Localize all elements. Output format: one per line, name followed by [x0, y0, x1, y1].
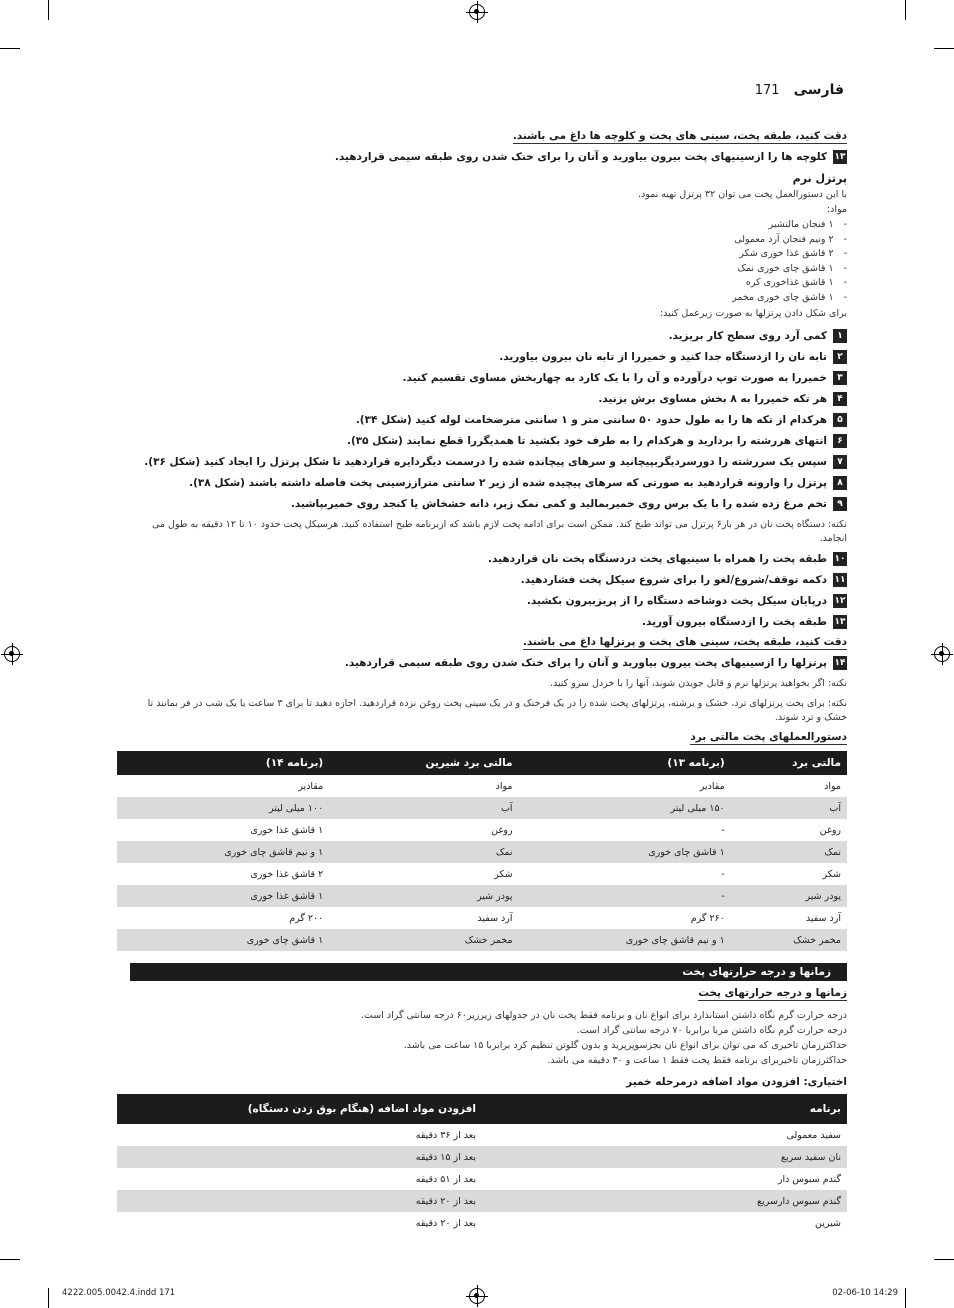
- step-number: ۱: [833, 329, 847, 343]
- table-cell: ۱ قاشق چای خوری: [117, 929, 329, 951]
- table-cell: بعد از ۳۶ دقیقه: [415, 1129, 476, 1141]
- step-text: هرکدام از تکه ها را به طول حدود ۵۰ سانتی متر و ۱ سانتی مترضخامت لوله کنید (شکل ۳۴).: [355, 414, 827, 426]
- table-cell: روغن: [819, 824, 841, 836]
- table-cell: مواد: [495, 780, 513, 792]
- step-text: کلوچه ها را ازسینیهای پخت بیرون بیاورید و آنان را برای خنک شدن روی طبقه سیمی قراردهید.: [334, 151, 827, 163]
- page-header: [755, 82, 844, 98]
- column-header: مالتی برد: [731, 751, 847, 775]
- step-item: [130, 371, 847, 385]
- times-line: درجه حرارت گرم نگاه داشتن استاندارد برای انواع نان و برنامه فقط پخت نان در جدولهای زیرزیر۶۰ درجه سانتی گراد است.: [360, 1010, 847, 1021]
- table-header-row: [117, 751, 847, 775]
- step-item: [130, 615, 847, 629]
- step-text: هر تکه خمیررا به ۸ بخش مساوی برش بزنید.: [598, 393, 827, 405]
- crop-mark: [48, 1288, 49, 1308]
- step-text: تخم مرغ زده شده را با یک برس روی خمیربمالید و کمی نمک زبر، دانه خشخاش یا کنجد روی خمیربپاشید.: [290, 498, 827, 510]
- table-cell: ۱۵۰ میلی لیتر: [519, 797, 731, 819]
- step-number: ۷: [833, 455, 847, 469]
- step-item: [130, 455, 847, 469]
- table-cell: مقادیر: [699, 780, 725, 792]
- step-item: [130, 434, 847, 448]
- table-cell: ۱۰۰ میلی لیتر: [117, 797, 329, 819]
- crop-mark: [934, 1259, 954, 1260]
- step-item: [130, 656, 847, 670]
- table-row: [117, 819, 847, 841]
- table-cell: پودر شیر: [329, 885, 518, 907]
- step-item: [130, 594, 847, 608]
- table-cell: نمک: [329, 841, 518, 863]
- section-title: پرتزل نرم: [792, 172, 847, 185]
- table-cell: نمک: [731, 841, 847, 863]
- table-header-row: [117, 1094, 847, 1124]
- step-item: [130, 392, 847, 406]
- shape-note: برای شکل دادن پرتزلها به صورت زیرعمل کنید:: [659, 308, 847, 319]
- step-item: [130, 350, 847, 364]
- step-text: سپس یک سررشته را دورسردیگربپیچانید و سرهای پیچانده شده را درسمت دیگردایره قراردهید تا شکل پرتزل را ایجاد کنید (شکل ۳۶).: [144, 456, 827, 468]
- column-header: افزودن مواد اضافه (هنگام بوق زدن دستگاه): [117, 1094, 482, 1124]
- table-cell: شکر: [494, 868, 513, 880]
- times-line: درجه حرارت گرم نگاه داشتن مربا برابربا ۷۰ درجه سانتی گراد است.: [576, 1025, 847, 1036]
- registration-mark-icon: [4, 646, 20, 662]
- warning-text: دقت کنید، طبقه پخت، سینی های پخت و پرتزلها داغ می باشند.: [522, 636, 847, 648]
- column-header: (برنامه ۱۳): [519, 751, 731, 775]
- crop-mark: [0, 48, 20, 49]
- step-item: [130, 573, 847, 587]
- step-number: ۵: [833, 413, 847, 427]
- table-row: [117, 797, 847, 819]
- table-row: [117, 775, 847, 797]
- registration-mark-icon: [934, 646, 950, 662]
- table-cell: شیرین: [815, 1217, 841, 1229]
- step-item: [130, 552, 847, 566]
- table-row: [117, 1168, 847, 1190]
- column-header: (برنامه ۱۴): [117, 751, 329, 775]
- crop-mark: [905, 0, 906, 20]
- table-cell: ۲ قاشق غذا خوری: [250, 868, 324, 880]
- table-row: [117, 885, 847, 907]
- table-cell: گندم سبوس دارسریع: [482, 1190, 847, 1212]
- step-item: [130, 476, 847, 490]
- step-number: ۳: [833, 371, 847, 385]
- column-header: برنامه: [482, 1094, 847, 1124]
- language-label: فارسی: [793, 82, 844, 98]
- table-cell: مواد: [824, 780, 841, 792]
- crop-mark: [934, 48, 954, 49]
- table-cell: -: [519, 885, 731, 907]
- table-cell: مقادیر: [298, 780, 324, 792]
- table-cell: ۱ قاشق غذا خوری: [117, 885, 329, 907]
- step-item: [130, 497, 847, 511]
- step-number: ۸: [833, 476, 847, 490]
- note-text: نکته: اگر بخواهید پرتزلها نرم و قابل جویدن شوند، آنها را با خردل سرو کنید.: [549, 678, 847, 689]
- intro-text: با این دستورالعمل پخت می توان ۳۲ پرتزل تهیه نمود.: [637, 189, 847, 200]
- table-cell: ۲۰۰ گرم: [289, 912, 324, 924]
- step-number: ۲: [833, 350, 847, 364]
- table-cell: آب: [731, 797, 847, 819]
- step-text: پرتزلها را ازسینیهای پخت بیرون بیاورید و آنان را برای خنک شدن روی طبقه سیمی قراردهید.: [344, 657, 827, 669]
- table-cell: بعد از ۲۰ دقیقه: [117, 1190, 482, 1212]
- times-title: زمانها و درجه حرارتهای پخت: [698, 987, 847, 999]
- step-text: درپایان سیکل پخت دوشاخه دستگاه را از پریزبیرون بکشید.: [526, 595, 827, 607]
- table-cell: -: [721, 824, 725, 836]
- optional-title: اختیاری: افزودن مواد اضافه درمرحله خمیر: [626, 1076, 847, 1088]
- page-number: 171: [754, 83, 780, 98]
- table-row: [117, 1190, 847, 1212]
- step-text: دکمه توقف/شروع/لغو را برای شروع سیکل پخت فشاردهید.: [520, 574, 827, 586]
- crop-mark: [0, 1259, 20, 1260]
- step-text: تابه نان را ازدستگاه جدا کنید و خمیررا از تابه نان بیرون بیاورید.: [499, 351, 827, 363]
- table-cell: پودر شیر: [731, 885, 847, 907]
- list-item: - ۱ قاشق چای خوری مخمر: [130, 291, 847, 306]
- step-number: ۱۳: [834, 152, 846, 162]
- table-cell: مخمر خشک: [731, 929, 847, 951]
- table-cell: آب: [329, 797, 518, 819]
- list-item: - ۲ قاشق غذا خوری شکر: [130, 247, 847, 262]
- table-cell: بعد از ۲۰ دقیقه: [415, 1217, 476, 1229]
- table-cell: نان سفید سریع: [482, 1146, 847, 1168]
- section-bar: زمانها و درجه حرارتهای پخت: [130, 963, 847, 981]
- crop-mark: [48, 0, 49, 20]
- table-cell: آرد سفید: [805, 912, 841, 924]
- table-row: [117, 929, 847, 951]
- step-text: طبقه پخت را ازدستگاه بیرون آورید.: [642, 616, 827, 628]
- table-cell: ۱ و نیم قاشق چای خوری: [519, 929, 731, 951]
- warning-text: دقت کنید، طبقه پخت، سینی های پخت و کلوچه ها داغ می باشند.: [512, 130, 847, 142]
- step-text: خمیررا به صورت توپ درآورده و آن را با یک کارد به چهاربخش مساوی تقسیم کنید.: [402, 372, 827, 384]
- ingredients-label: مواد:: [826, 204, 847, 215]
- table-cell: مخمر خشک: [329, 929, 518, 951]
- crop-mark: [905, 1288, 906, 1308]
- list-item: - ۱ قاشق چای خوری نمک: [130, 262, 847, 277]
- footer-file: 4222.005.0042.4.indd 171: [62, 1288, 176, 1298]
- note-text: نکته: دستگاه پخت نان در هر بار۶ پرتزل می تواند طبخ کند. ممکن است برای ادامه پخت لازم باشد که ازبرنامه طبخ استفاده کنید. هرسیکل پخت حدود ۱۰ تا ۱۲ دقیقه به طول می انجامد.: [152, 519, 847, 544]
- table-cell: ۱ و نیم قاشق چای خوری: [117, 841, 329, 863]
- registration-mark-icon: [469, 1288, 485, 1304]
- step-text: کمی آرد روی سطح کار بریزید.: [668, 330, 827, 342]
- step-item: [130, 329, 847, 343]
- table-cell: بعد از ۱۵ دقیقه: [117, 1146, 482, 1168]
- footer-date: 02-06-10 14:29: [832, 1288, 898, 1298]
- step-item: [130, 413, 847, 427]
- table-cell: آرد سفید: [477, 912, 513, 924]
- malt-table: [117, 751, 847, 951]
- table-cell: گندم سبوس دار: [777, 1173, 841, 1185]
- table-cell: -: [721, 868, 725, 880]
- table-cell: روغن: [491, 824, 513, 836]
- column-header: مالتی برد شیرین: [329, 751, 518, 775]
- table-row: [117, 1146, 847, 1168]
- step-text: طبقه پخت را همراه با سینیهای پخت دردستگاه پخت نان قراردهید.: [488, 553, 827, 565]
- table-cell: ۱ قاشق غذا خوری: [250, 824, 324, 836]
- step-number: ۱۱: [834, 575, 846, 585]
- table-cell: ۱ قاشق چای خوری: [519, 841, 731, 863]
- list-item: - ۱ قاشق غذاخوری کره: [130, 276, 847, 291]
- table-cell: شکر: [822, 868, 841, 880]
- step-number: ۱۰: [834, 554, 846, 564]
- registration-mark-icon: [469, 4, 485, 20]
- note-text: نکته: برای پخت پرتزلهای ترد، خشک و برشته، پرتزلهای پخت شده را در یک فرخنک و در یک سینی پخت روغن نزده قراردهید. اجازه دهید تا برای ۳ ساعت یا یک شب در فر بمانند تا خشک و ترد شوند.: [147, 698, 847, 723]
- times-line: حداکثرزمان تاخیربرای برنامه فقط پخت فقط ۱ ساعت و ۳۰ دقیقه می باشد.: [547, 1055, 847, 1066]
- times-line: حداکثرزمان تاخیری که می توان برای انواع نان بجزسوپرپرید و بدون گلوتن تنظیم کرد برابربا ۱۵ ساعت می باشد.: [403, 1040, 847, 1051]
- table-row: [117, 1124, 847, 1146]
- table-row: [117, 907, 847, 929]
- step-number: ۹: [833, 497, 847, 511]
- table-row: [117, 863, 847, 885]
- table-row: [117, 841, 847, 863]
- optional-table: [117, 1094, 847, 1234]
- table-cell: سفید معمولی: [786, 1129, 841, 1141]
- table-cell: ۲۶۰ گرم: [690, 912, 725, 924]
- step-number: ۴: [833, 392, 847, 406]
- table-cell: بعد از ۵۱ دقیقه: [415, 1173, 476, 1185]
- list-item: - ۱ فنجان مالتشیر: [130, 218, 847, 233]
- step-number: ۱۲: [834, 596, 846, 606]
- step-number: ۱۳: [834, 617, 846, 627]
- step-text: انتهای هررشته را بردارید و هرکدام را به طرف خود بکشید تا همدیگررا قطع نمایند (شکل ۳۵).: [346, 435, 827, 447]
- step-number: ۶: [833, 434, 847, 448]
- ingredients-list: [130, 218, 847, 305]
- step-number: ۱۴: [834, 658, 846, 668]
- step-item: [130, 150, 847, 164]
- step-text: پرتزل را وارونه قراردهید به صورتی که سرهای پیچیده شده از زیر ۲ سانتی متراززسینی پخت فاصله داشته باشند (شکل ۳۸).: [189, 477, 827, 489]
- list-item: - ۲ ونیم فنجان آرد معمولی: [130, 233, 847, 248]
- main-content: [130, 130, 847, 1234]
- malt-title: دستورالعملهای پخت مالتی برد: [690, 731, 847, 743]
- table-row: [117, 1212, 847, 1234]
